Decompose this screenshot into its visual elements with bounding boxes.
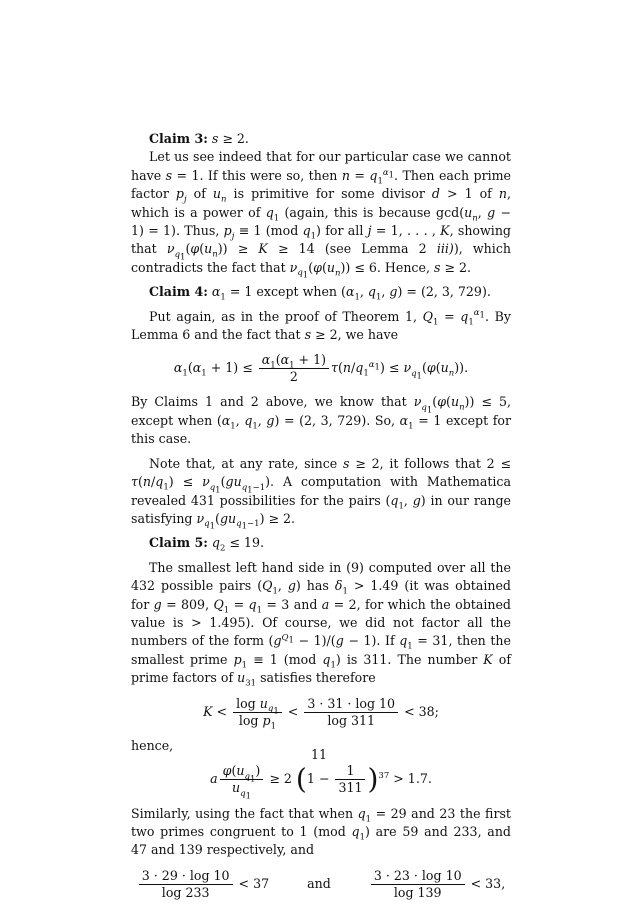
claim-3-heading: Claim 3: s ≥ 2.	[149, 131, 249, 146]
fraction: $\frac{3 \cdot 29 \cdot \log 10}{\log 233}$	[139, 868, 233, 901]
claim-3-paragraph: Let us see indeed that for our particular case we cannot have s = 1. If this were so, then $n = q_1^{\alpha_1}$. Then each prime factor $p_j$ of $u_n$ is primitive for some divisor d > 1 of n, which is a power of $q_1$ (again, this is because $\gcd(u_n$, g − 1) = 1). Thus, $p_j \equiv 1$ (mod $q_1$) for all j = 1, . . . , K, showing that $\nu_{q_1}(\varphi(u_n)) \ge K \ge 14$ (see Lemma 2 iii)), which contradicts the fact that $\nu_{q_1}(\varphi(u_n)) \le 6$. Hence, s ≥ 2.	[131, 149, 512, 282]
page-body	[131, 130, 511, 909]
claim-4-heading: Claim 4: $\alpha_1 = 1$ except when ($\alpha_1$, $q_1$, g) = (2, 3, 729).	[149, 284, 491, 303]
fraction: $\frac{\varphi(u_{q_1})}{u_{q_1}}$	[220, 763, 264, 796]
fraction: $\frac{3 \cdot 23 \cdot \log 10}{\log 139}$	[371, 868, 465, 901]
claim-4-paragraph-1: Put again, as in the proof of Theorem 1, $Q_1 = q_1^{\alpha_1}$. By Lemma 6 and the fact that s ≥ 2, we have	[131, 308, 511, 343]
page-number: 11	[310, 747, 328, 762]
claim-5-paragraph-1: The smallest left hand side in (9) computed over all the 432 possible pairs ($Q_1$, g) has $\delta_1 > 1.49$ (it was obtained for g = 809, $Q_1 = q_1 = 3$ and a = 2, for which the obtained value is > 1.495). Of course, we did not factor all the numbers of the form $(g^{Q_1} - 1)/(g - 1)$. If $q_1 = 31$, then the smallest prime $p_1 \equiv 1$ (mod $q_1$) is 311. The number K of prime factors of $u_{31}$ satisfies therefore	[131, 559, 512, 689]
fraction: $\frac{\log u_{q_1}}{\log p_1}$	[233, 696, 282, 729]
claim-5-heading: Claim 5: $q_2 \le 19$.	[149, 535, 264, 554]
claim-4-paragraph-2: By Claims 1 and 2 above, we know that $\nu_{q_1}(\varphi(u_n)) \le 5$, except when ($\alpha_1$, $q_1$, g) = (2, 3, 729). So, $\alpha_1 = 1$ except for this case.	[131, 394, 512, 447]
fraction: $\frac{1}{311}$	[335, 763, 365, 796]
hence-text: hence,	[131, 737, 174, 753]
claim-4-paragraph-3: Note that, at any rate, since s ≥ 2, it follows that $2 \le \tau(n/q_1) \le \nu_{q_1}(gu_{q_1-1})$. A computation with Mathematica revealed 431 possibilities for the pairs ($q_1$, g) in our range satisfying $\nu_{q_1}(gu_{q_1-1}) \ge 2$.	[131, 455, 512, 533]
claim-4-title: Claim 4:	[149, 284, 208, 300]
equation-phi-bound: a $\frac{\varphi(u_{q_1})}{u_{q_1}}$ ≥ 2 (1 − $\frac{1}{311}$ )$^{37}$ > 1.7.	[210, 762, 432, 802]
equation-lemma6: $\alpha_1(\alpha_1 + 1)$ ≤ $\frac{\alpha_1(\alpha_1 + 1)}{2}$ $\tau(n/q_1^{\alpha_1}) \le \nu_{q_1}(\varphi(u_n))$.	[173, 352, 469, 385]
claim-3-title: Claim 3:	[149, 131, 208, 146]
fraction: $\frac{3 \cdot 31 \cdot \log 10}{\log 311}$	[304, 696, 398, 729]
equation-log-bounds: $\frac{3 \cdot 29 \cdot \log 10}{\log 233}$ < 37 and $\frac{3 \cdot 23 \cdot \log 10}{\log 139}$ < 33,	[131, 868, 511, 901]
claim-5-title: Claim 5:	[149, 535, 208, 551]
claim-5-paragraph-2: Similarly, using the fact that when $q_1 = 29$ and 23 the first two primes congruent to 1 (mod $q_1$) are 59 and 233, and 47 and 139 respectively, and	[131, 805, 511, 858]
fraction: $\frac{\alpha_1(\alpha_1 + 1)}{2}$	[259, 352, 329, 385]
equation-k-bound: K < $\frac{\log u_{q_1}}{\log p_1}$ < $\frac{3 \cdot 31 \cdot \log 10}{\log 311}$ < 38;	[203, 695, 439, 732]
